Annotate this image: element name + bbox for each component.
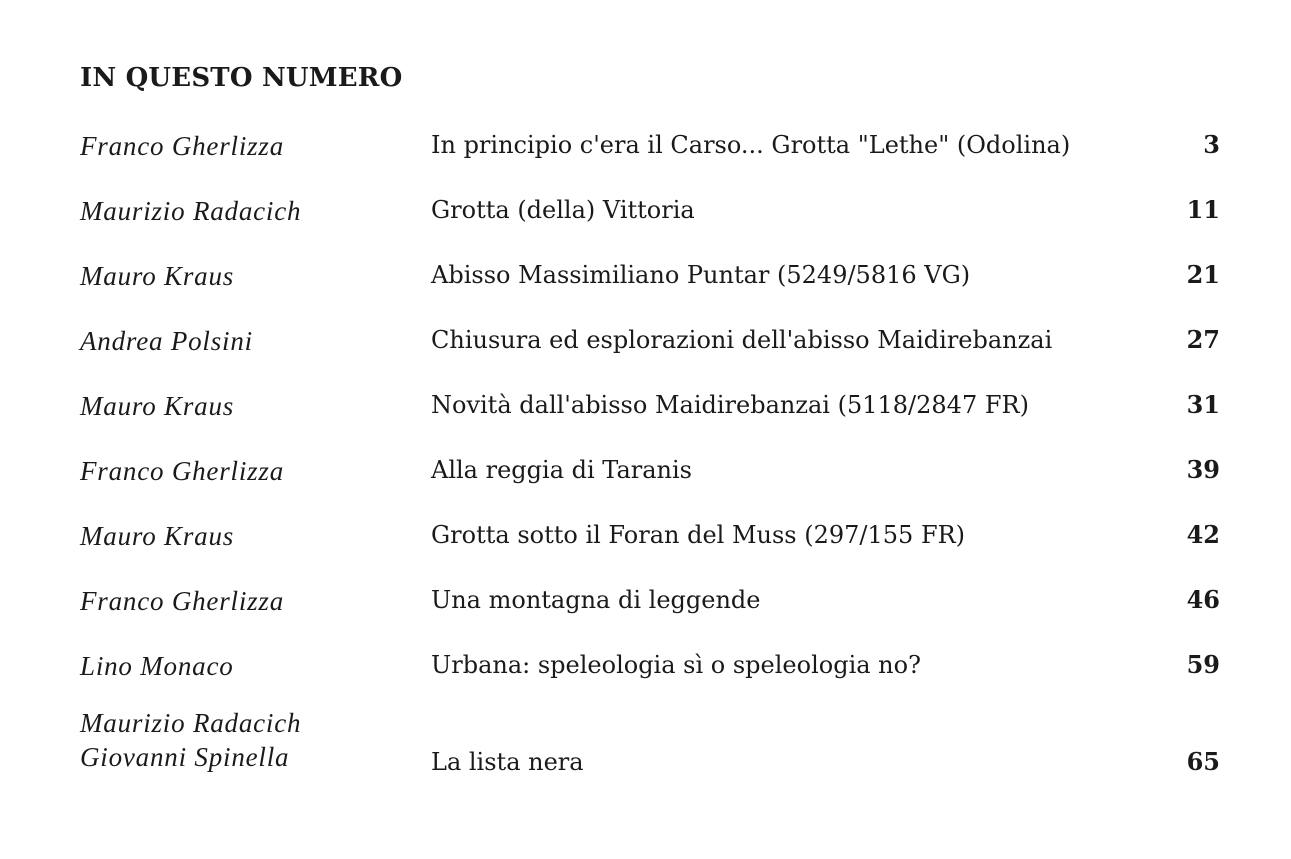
toc-entry <box>80 320 1220 385</box>
toc-entry <box>80 580 1220 645</box>
entry-title: Abisso Massimiliano Puntar (5249/5816 VG) <box>431 261 971 289</box>
entry-title: Grotta sotto il Foran del Muss (297/155 FR) <box>431 521 966 549</box>
entry-title: Chiusura ed esplorazioni dell'abisso Maidirebanzai <box>431 326 1053 354</box>
entry-title: La lista nera <box>431 748 584 776</box>
entry-title: Alla reggia di Taranis <box>431 456 692 484</box>
entry-page-number: 31 <box>1186 390 1220 419</box>
entry-author: Mauro Kraus <box>80 261 235 291</box>
entry-page-number: 65 <box>1186 747 1220 776</box>
entry-author: Franco Gherlizza <box>80 131 285 161</box>
entry-author: Maurizio Radacich <box>80 708 302 738</box>
entry-author: Lino Monaco <box>80 651 234 681</box>
entry-page-number: 59 <box>1186 650 1220 679</box>
entry-page-number: 27 <box>1186 325 1220 354</box>
entry-page-number: 21 <box>1186 260 1220 289</box>
entry-author: Andrea Polsini <box>80 326 253 356</box>
toc-entry <box>80 255 1220 320</box>
entry-title: Urbana: speleologia sì o speleologia no? <box>431 651 921 679</box>
entry-author: Mauro Kraus <box>80 391 235 421</box>
table-of-contents <box>80 125 1220 784</box>
entry-page-number: 39 <box>1186 455 1220 484</box>
entry-title: In principio c'era il Carso... Grotta "Lethe" (Odolina) <box>431 131 1071 159</box>
toc-entry <box>80 706 1220 784</box>
entry-page-number: 42 <box>1186 520 1220 549</box>
toc-entry <box>80 515 1220 580</box>
toc-entry <box>80 190 1220 255</box>
entry-title: Una montagna di leggende <box>431 586 761 614</box>
entry-author: Franco Gherlizza <box>80 456 285 486</box>
entry-author: Mauro Kraus <box>80 521 235 551</box>
entry-author: Maurizio Radacich <box>80 196 302 226</box>
entry-page-number: 11 <box>1186 195 1220 224</box>
toc-entry <box>80 385 1220 450</box>
toc-entry <box>80 125 1220 190</box>
entry-author: Giovanni Spinella <box>80 742 290 772</box>
entry-title: Novità dall'abisso Maidirebanzai (5118/2847 FR) <box>431 391 1029 419</box>
toc-entry <box>80 645 1220 710</box>
entry-authors <box>80 706 301 774</box>
entry-author: Franco Gherlizza <box>80 586 285 616</box>
entry-title: Grotta (della) Vittoria <box>431 196 695 224</box>
toc-entry <box>80 450 1220 515</box>
entry-page-number: 46 <box>1186 585 1220 614</box>
entry-page-number: 3 <box>1203 130 1220 159</box>
page-heading: IN QUESTO NUMERO <box>80 63 403 93</box>
